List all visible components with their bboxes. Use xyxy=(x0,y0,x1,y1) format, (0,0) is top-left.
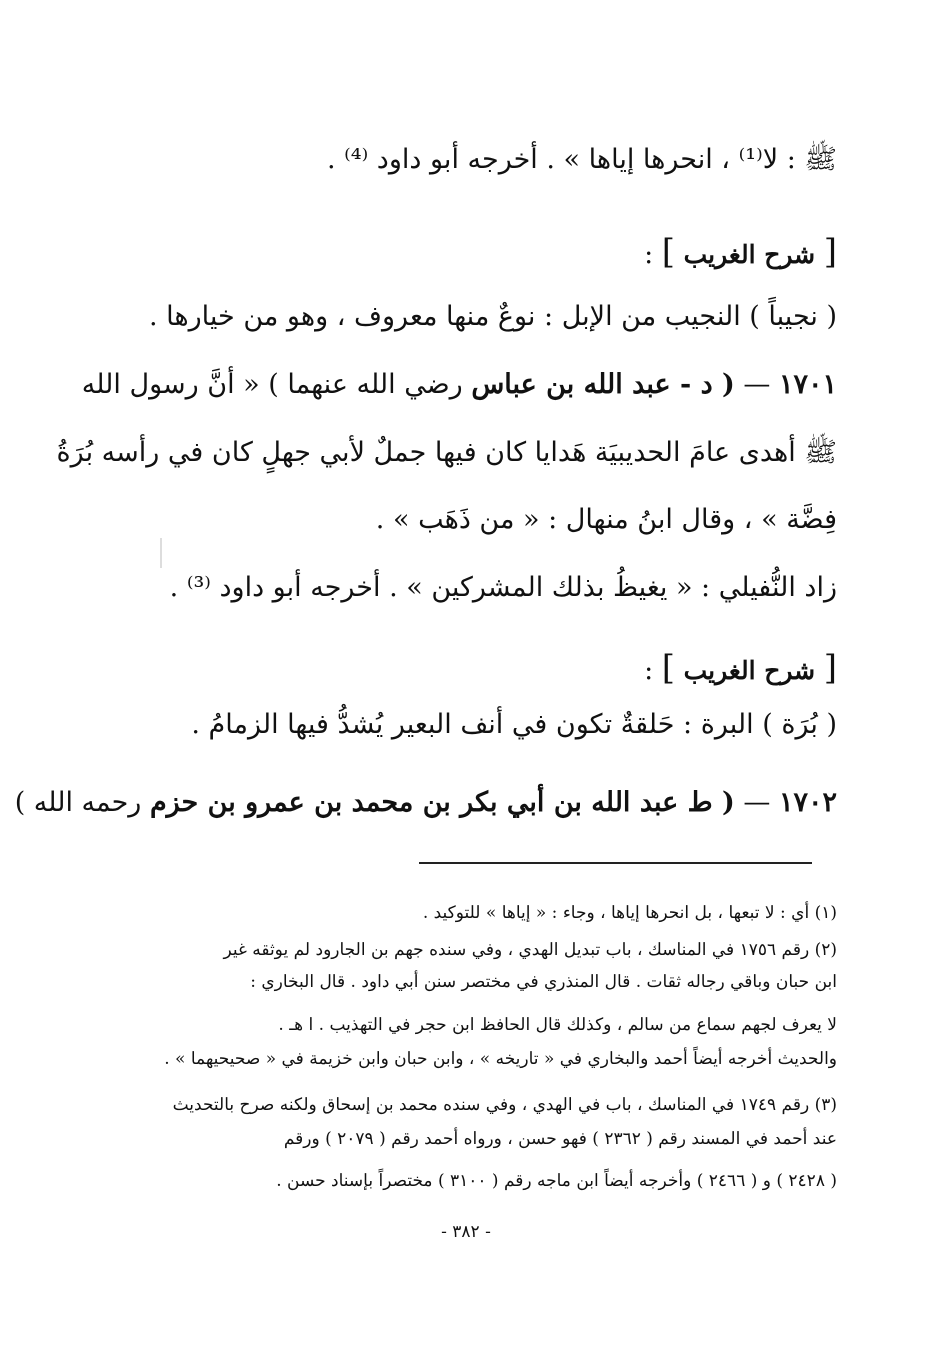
hadith-text: رحمه الله ) xyxy=(14,787,142,818)
text-line-7 xyxy=(100,568,837,608)
hadith-1702-line: ١٧٠٢ — ( ط عبد الله بن أبي بكر بن محمد بن عمرو بن حزم رحمه الله ) xyxy=(14,787,837,818)
scan-speck xyxy=(160,538,162,568)
text-line-3 xyxy=(100,297,837,337)
line-text: ( بُرَة ) البرة : حَلقةٌ تكون في أنف البعير يُشدُّ فيها الزمامُ . xyxy=(191,709,837,740)
footnote-3-line-3: ( ٢٤٢٨ ) و ( ٢٤٦٦ ) وأخرجه أيضاً ابن ماجه رقم ( ٣١٠٠ ) مختصراً بإسناد حسن . xyxy=(276,1171,837,1191)
text-line-9 xyxy=(100,705,837,745)
hadith-text: رضي الله عنهما ) « أنَّ رسول الله xyxy=(81,369,463,400)
bracket-close: ] xyxy=(661,648,676,688)
line-text: فِضَّة » ، وقال ابنُ منهال : « من ذَهَب » . xyxy=(375,504,837,535)
footnote-2-line-3: لا يعرف لجهم سماع من سالم ، وكذلك قال الحافظ ابن حجر في التهذيب . ا هـ . xyxy=(278,1015,837,1035)
text-line-1 xyxy=(100,140,837,180)
hadith-reference: ( ط عبد الله بن أبي بكر بن محمد بن عمرو بن حزم xyxy=(149,787,735,818)
footnote-3-line-2: عند أحمد في المسند رقم ( ٢٣٦٢ ) فهو حسن ، ورواه أحمد رقم ( ٢٠٧٩ ) ورقم xyxy=(283,1129,837,1149)
line-text: زاد النُّفيلي : « يغيظُ بذلك المشركين » . أخرجه أبو داود ⁽³⁾ . xyxy=(169,572,837,603)
footnote-2-line-4: والحديث أخرجه أيضاً أحمد والبخاري في « تاريخه » ، وابن حبان وابن خزيمة في « صحيحيهما » . xyxy=(164,1049,837,1069)
gharib-heading-2: [ شرح الغريب ] : xyxy=(644,648,837,688)
bracket-open: [ xyxy=(823,232,837,272)
bracket-close: ] xyxy=(661,232,676,272)
hadith-number: ١٧٠٢ xyxy=(778,787,837,818)
bracket-open: [ xyxy=(823,648,837,688)
line-text: ﷺ : لا⁽¹⁾ ، انحرها إياها » . أخرجه أبو داود ⁽⁴⁾ . xyxy=(326,144,837,175)
heading-text: شرح الغريب xyxy=(683,656,816,685)
hadith-reference: ( د - عبد الله بن عباس xyxy=(471,369,735,400)
page-number: - ٣٨٢ - xyxy=(441,1222,491,1242)
heading-text: شرح الغريب xyxy=(683,240,816,269)
footnote-2-line-1: (٢) رقم ١٧٥٦ في المناسك ، باب تبديل الهدي ، وفي سنده جهم بن الجارود لم يوثقه غير xyxy=(223,940,837,960)
text-line-5 xyxy=(56,433,837,473)
gharib-heading-1: [ شرح الغريب ] : xyxy=(644,232,837,272)
hadith-number: ١٧٠١ xyxy=(778,369,837,400)
footnote-3-line-1: (٣) رقم ١٧٤٩ في المناسك ، باب في الهدي ، وفي سنده محمد بن إسحاق ولكنه صرح بالتحديث xyxy=(172,1095,837,1115)
line-text: ﷺ أهدى عامَ الحديبيَة هَدايا كان فيها جملٌ لأبي جهلٍ كان في رأسه بُرَةُ xyxy=(56,437,837,468)
hadith-1701-line: ١٧٠١ — ( د - عبد الله بن عباس رضي الله عنهما ) « أنَّ رسول الله xyxy=(81,369,837,400)
footnote-separator xyxy=(419,862,812,864)
line-text: ( نجيباً ) النجيب من الإبل : نوعٌ منها معروف ، وهو من خيارها . xyxy=(149,301,837,332)
text-line-6 xyxy=(100,500,837,540)
footnote-2-line-2: ابن حبان وباقي رجاله ثقات . قال المنذري في مختصر سنن أبي داود . قال البخاري : xyxy=(250,972,837,992)
footnote-1: (١) أي : لا تبعها ، بل انحرها إياها ، وجاء : « إياها » للتوكيد . xyxy=(422,903,837,923)
